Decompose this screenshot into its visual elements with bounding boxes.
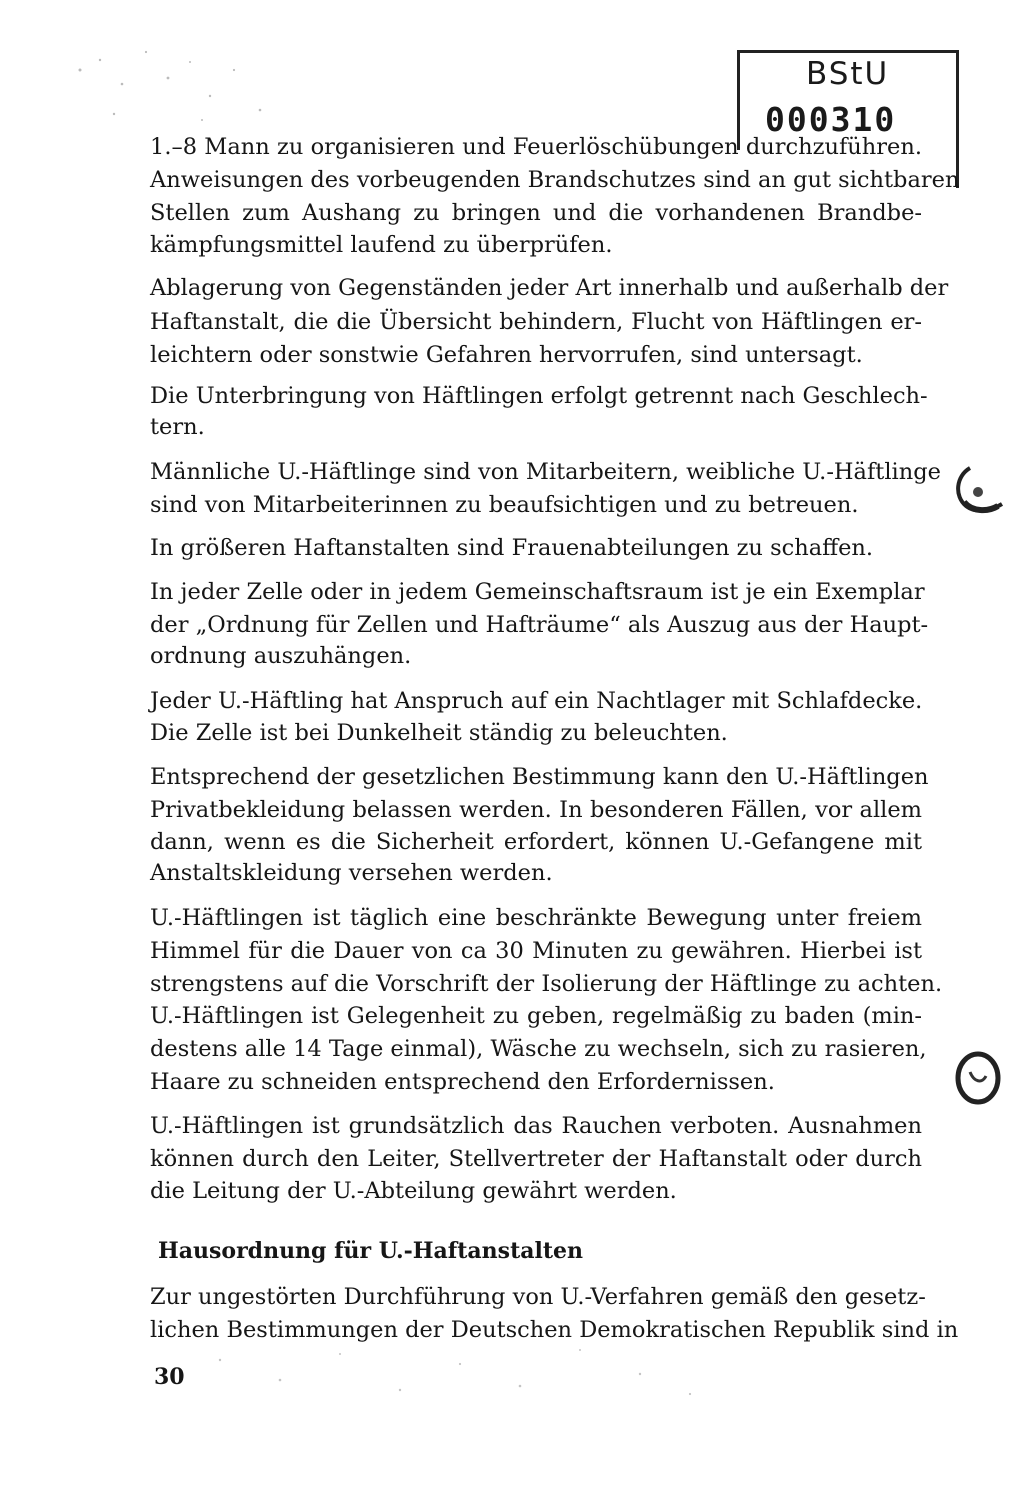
text-line: leichtern oder sonstwie Gefahren hervorrufen, sind untersagt. (150, 342, 863, 368)
text-line: ordnung auszuhängen. (150, 643, 412, 669)
text-line: strengstens auf die Vorschrift der Isolierung der Häftlinge zu achten. (150, 971, 943, 997)
text-line: können durch den Leiter, Stellvertreter der Haftanstalt oder durch (150, 1146, 922, 1172)
text-line: Jeder U.-Häftling hat Anspruch auf ein Nachtlager mit Schlafdecke. (150, 688, 923, 714)
text-line: Haftanstalt, die die Übersicht behindern, Flucht von Häftlingen er- (150, 309, 922, 335)
text-line: lichen Bestimmungen der Deutschen Demokratischen Republik sind in (150, 1317, 959, 1343)
section-heading: Hausordnung für U.-Haftanstalten (158, 1238, 583, 1264)
text-line: In jeder Zelle oder in jedem Gemeinschaftsraum ist je ein Exemplar (150, 579, 925, 605)
text-line: Zur ungestörten Durchführung von U.-Verfahren gemäß den gesetz- (150, 1284, 926, 1310)
archive-stamp-number: 000310 (765, 100, 897, 139)
text-line: Himmel für die Dauer von ca 30 Minuten zu gewähren. Hierbei ist (150, 938, 922, 964)
page-number: 30 (154, 1364, 185, 1390)
scan-noise-dots (70, 40, 290, 130)
text-line: Ablagerung von Gegenständen jeder Art innerhalb und außerhalb der (150, 275, 949, 301)
text-line: dann, wenn es die Sicherheit erfordert, können U.-Gefangene mit (150, 829, 922, 855)
text-line: Männliche U.-Häftlinge sind von Mitarbeitern, weibliche U.-Häftlinge (150, 459, 941, 485)
text-line: Stellen zum Aushang zu bringen und die vorhandenen Brandbe- (150, 200, 922, 226)
text-line: sind von Mitarbeiterinnen zu beaufsichtigen und zu betreuen. (150, 492, 859, 518)
text-line: die Leitung der U.-Abteilung gewährt werden. (150, 1178, 677, 1204)
archive-stamp-logo: BStU (806, 56, 890, 92)
text-line: Anstaltskleidung versehen werden. (150, 860, 553, 886)
text-line: U.-Häftlingen ist Gelegenheit zu geben, regelmäßig zu baden (min- (150, 1003, 922, 1029)
text-line: In größeren Haftanstalten sind Frauenabteilungen zu schaffen. (150, 535, 874, 561)
text-line: tern. (150, 414, 205, 440)
text-line: U.-Häftlingen ist grundsätzlich das Rauchen verboten. Ausnahmen (150, 1113, 922, 1139)
text-line: Die Unterbringung von Häftlingen erfolgt getrennt nach Geschlech- (150, 383, 928, 409)
text-line: kämpfungsmittel laufend zu überprüfen. (150, 232, 613, 258)
text-line: Entsprechend der gesetzlichen Bestimmung kann den U.-Häftlingen (150, 764, 929, 790)
text-line: U.-Häftlingen ist täglich eine beschränkte Bewegung unter freiem (150, 905, 922, 931)
text-line: der „Ordnung für Zellen und Hafträume“ als Auszug aus der Haupt- (150, 612, 929, 638)
punch-hole-mark-icon (950, 462, 1010, 518)
text-line: destens alle 14 Tage einmal), Wäsche zu wechseln, sich zu rasieren, (150, 1036, 927, 1062)
text-line: Privatbekleidung belassen werden. In besonderen Fällen, vor allem (150, 797, 922, 823)
text-line: 1.–8 Mann zu organisieren und Feuerlöschübungen durchzuführen. (150, 134, 922, 160)
punch-hole-ring-icon (952, 1048, 1004, 1108)
text-line: Anweisungen des vorbeugenden Brandschutzes sind an gut sichtbaren (150, 167, 960, 193)
scan-noise-dots-bottom (160, 1330, 720, 1410)
text-line: Haare zu schneiden entsprechend den Erfordernissen. (150, 1069, 775, 1095)
text-line: Die Zelle ist bei Dunkelheit ständig zu beleuchten. (150, 720, 728, 746)
